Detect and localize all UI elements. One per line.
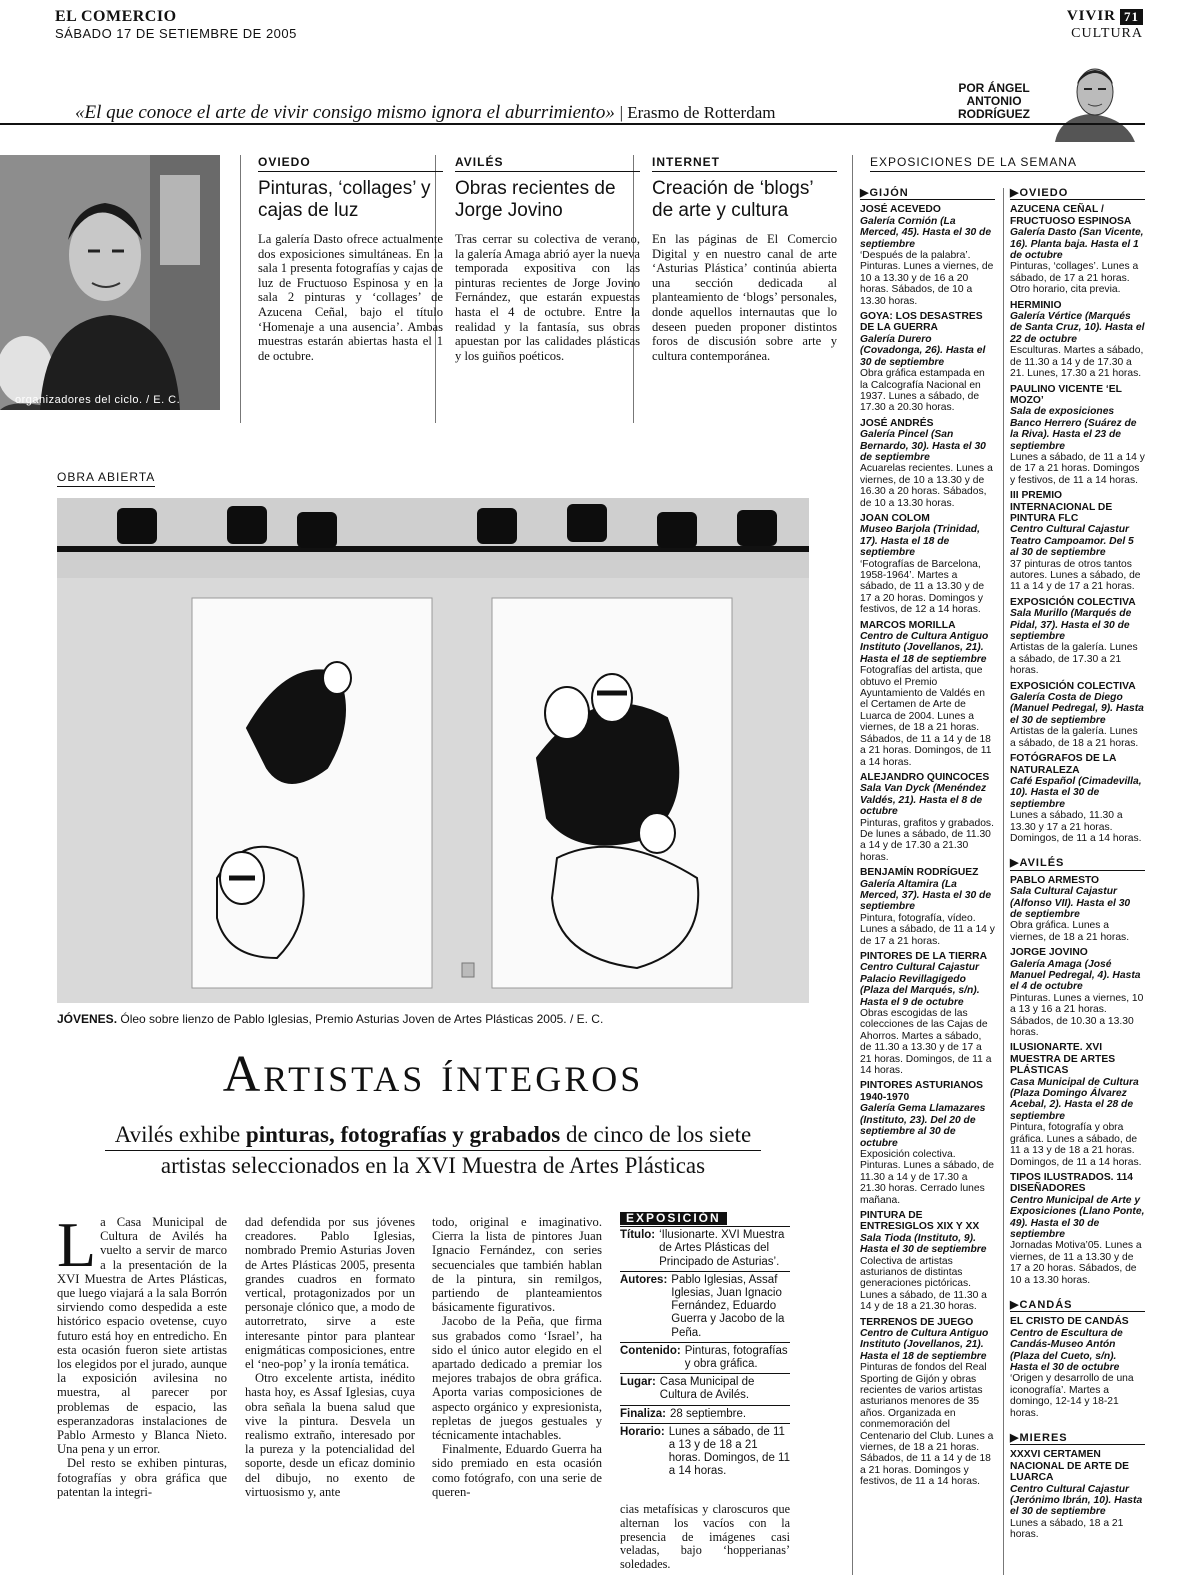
listing-name: GOYA: LOS DESASTRES DE LA GUERRA xyxy=(860,311,983,334)
exhibition-info-box xyxy=(620,1212,790,1481)
listing-entry xyxy=(1010,1316,1145,1419)
listing-venue: Centro de Cultura Antiguo Instituto (Jovellanos, 21). Hasta el 18 de septiembre xyxy=(860,631,989,665)
listing-name: JOSÉ ANDRÉS xyxy=(860,417,934,429)
listing-details: Pintura, fotografía y obra gráfica. Lunes a sábado, de 11 a 13 y de 18 a 21 horas. Domingos, de 11 a 14 horas. xyxy=(1010,1122,1142,1168)
listing-entry xyxy=(860,418,995,509)
listing-details: Exposición colectiva. Pinturas. Lunes a sábado, de 11.30 a 14 y de 17.30 a 21.30 horas. Cerrado lunes mañana. xyxy=(860,1148,994,1206)
brief-aviles xyxy=(455,155,640,363)
listing-details: Esculturas. Martes a sábado, de 11.30 a 14 y de 17.30 a 21. Lunes, 17.30 a 21 horas. xyxy=(1010,345,1144,380)
body-column-4 xyxy=(620,1503,790,1572)
organizers-photo xyxy=(0,155,220,410)
listing-venue: Galería Gema Llamazares (Instituto, 23). Del 20 de septiembre al 30 de octubre xyxy=(860,1103,986,1149)
listing-details: Acuarelas recientes. Lunes a viernes, de 10 a 13.30 y de 16.30 a 20 horas. Sábados, de 10 a 13.30 horas. xyxy=(860,463,993,509)
section-name: VIVIR xyxy=(1066,8,1116,24)
page-number: 71 xyxy=(1120,9,1143,25)
brief-text: La galería Dasto ofrece actualmente dos exposiciones simultáneas. En la sala 1 presenta fotografías y cajas de luz de Fructuoso Espinosa y en la sala 2 pinturas y ‘collages’ de Azucena Ceñal, bajo el título ‘Homenaje a una ausencia’. Ambas muestras estarán abiertas hasta el 1 de octubre. xyxy=(258,232,443,363)
listing-venue: Café Español (Cimadevilla, 10). Hasta el 30 de septiembre xyxy=(1010,775,1142,810)
listing-name: TERRENOS DE JUEGO xyxy=(860,1316,974,1328)
box-value: Pablo Iglesias, Assaf Iglesias, Juan Ignacio Fernández, Eduardo Guerra y Jacobo de la Peña. xyxy=(671,1273,785,1339)
paragraph: Finalmente, Eduardo Guerra ha sido premiado en esta ocasión como fotógrafo, con una serie de queren- xyxy=(432,1442,602,1499)
listing-details: Lunes a sábado, de 11 a 14 y de 17 a 21 horas. Domingos y festivos, de 11 a 14 horas. xyxy=(1010,451,1145,486)
listing-entry xyxy=(1010,1172,1145,1286)
listing-name: FOTÓGRAFOS DE LA NATURALEZA xyxy=(1010,753,1117,776)
paragraph: Del resto se exhiben pinturas, fotografías y obra gráfica que patentan la integri- xyxy=(57,1456,227,1499)
listing-name: III PREMIO INTERNACIONAL DE PINTURA FLC xyxy=(1010,490,1113,524)
listing-entry xyxy=(860,620,995,768)
listing-venue: Galería Dasto (San Vicente, 16). Planta baja. Hasta el 1 de octubre xyxy=(1010,227,1144,262)
box-item xyxy=(620,1423,790,1481)
box-key: Título: xyxy=(620,1229,656,1242)
box-value: 28 septiembre. xyxy=(670,1407,747,1420)
caption-lead: JÓVENES. xyxy=(57,1012,118,1026)
listing-venue: Galería Pincel (San Bernardo, 30). Hasta el 30 de septiembre xyxy=(860,429,986,463)
box-key: Autores: xyxy=(620,1273,668,1286)
listing-entry xyxy=(860,1210,995,1313)
paragraph: cias metafísicas y claroscuros que alternan los vacíos con la presencia de imágenes casi veladas, bajo ‘hopperianas’ soledades. xyxy=(620,1502,790,1572)
listing-details: ‘Origen y desarrollo de una iconografía’. Martes a domingo, 12-14 y 18-21 horas. xyxy=(1010,1373,1134,1419)
listing-entry xyxy=(1010,1449,1145,1540)
listing-entry xyxy=(1010,681,1145,749)
listing-entry xyxy=(1010,384,1145,487)
listing-details: Lunes a sábado, 18 a 21 horas. xyxy=(1010,1517,1124,1541)
brief-text: Tras cerrar su colectiva de verano, la galería Amaga abrió ayer la nueva temporada expositiva con las pinturas recientes de Jorge Jovino Fernández, que estarán expuestas hasta el 4 de octubre. Entre la realidad y la fantasía, sus obras apuestan por las calidades plásticas y los guiños poéticos. xyxy=(455,232,640,363)
listing-name: JOSÉ ACEVEDO xyxy=(860,204,941,216)
article-headline: Artistas íntegros xyxy=(222,1046,644,1103)
subhead-line-1 xyxy=(105,1120,761,1151)
box-item xyxy=(620,1271,790,1342)
listing-details: Pintura, fotografía, vídeo. Lunes a sábado, de 11 a 14 y de 17 a 21 horas. xyxy=(860,912,995,947)
paragraph: dad defendida por sus jóvenes creadores. Pablo Iglesias, nombrado Premio Asturias Joven de Artes Plásticas 2005, presenta grandes cuadros en formato vertical, protagonizados por un personaje clónico que, a modo de autorretrato, sirve a este interesante pintor para plantear enigmáticas composiciones, entre el ‘neo-pop’ y la ironía temática. xyxy=(245,1215,415,1372)
listing-venue: Centro Cultural Cajastur Teatro Campoamor. Del 5 al 30 de septiembre xyxy=(1010,524,1134,559)
listing-venue: Galería Costa de Diego (Manuel Pedregal, 9). Hasta el 30 de septiembre xyxy=(1010,692,1144,726)
artwork-photo xyxy=(57,498,809,1003)
listings-column-divider xyxy=(1003,188,1004,1575)
listing-name: PAULINO VICENTE ‘EL MOZO’ xyxy=(1010,383,1122,406)
listings-column-right xyxy=(1010,188,1145,1545)
listing-details: Obras escogidas de las colecciones de las Cajas de Ahorros. Martes a sábado, de 11.30 a 13.30 y de 17 a 21 horas. Domingos, de 11 a 14 horas. xyxy=(860,1008,992,1077)
listing-venue: Centro Cultural Cajastur Palacio Revillagigedo (Plaza del Marqués, s/n). Hasta el 9 de octubre xyxy=(860,962,980,1008)
brief-title: Pinturas, ‘collages’ y cajas de luz xyxy=(258,178,431,221)
listing-venue: Centro Cultural Cajastur (Jerónimo Ibrán, 10). Hasta el 30 de septiembre xyxy=(1010,1483,1143,1518)
listing-details: ‘Fotografías de Barcelona, 1958-1964’. Martes a sábado, de 11 a 13.30 y de 17 a 20 horas. Domingos y festivos, de 12 a 14 horas. xyxy=(860,558,985,616)
listing-details: Pinturas de fondos del Real Sporting de Gijón y obras recientes de varios artistas asturianos menores de 35 años. Organizada en conmemoración del Centenario del Club. Lunes a viernes, de 18 a 21 horas. Sábados, de 11 a 14 y de 18 a 21 horas. Domingos y festivos, de 11 a 14 horas. xyxy=(860,1362,994,1488)
photo-caption: organizadores del ciclo. / E. C. xyxy=(15,394,181,406)
listing-venue: Centro Municipal de Arte y Exposiciones (Llano Ponte, 49). Hasta el 30 de septiembre xyxy=(1010,1194,1145,1240)
section-label: OBRA ABIERTA xyxy=(57,470,155,487)
listings-divider xyxy=(852,155,853,1575)
listing-details: Artistas de la galería. Lunes a sábado, de 18 a 21 horas. xyxy=(1010,726,1139,749)
listing-venue: Sala Tioda (Instituto, 9). Hasta el 30 de septiembre xyxy=(860,1232,987,1256)
listing-name: XXXVI CERTAMEN NACIONAL DE ARTE DE LUARCA xyxy=(1010,1449,1129,1484)
listing-venue: Sala de exposiciones Banco Herrero (Suárez de la Riva). Hasta el 23 de septiembre xyxy=(1010,406,1137,452)
listing-details: Artistas de la galería. Lunes a sábado, de 17.30 a 21 horas. xyxy=(1010,642,1138,677)
listing-details: 37 pinturas de otros tantos autores. Lunes a sábado, de 11 a 14 y de 17 a 21 horas. xyxy=(1010,558,1141,593)
listing-name: PINTORES ASTURIANOS 1940-1970 xyxy=(860,1080,984,1103)
box-value: Casa Municipal de Cultura de Avilés. xyxy=(659,1376,755,1402)
paragraph: Jacobo de la Peña, que firma sus grabados como ‘Israel’, ha sido el único autor elegido en el apartado dedicado a premiar los mejores trabajos de obra gráfica. Aporta varias composiciones de aspecto orgánico y expresionista, repletas de juegos gestuales y técnicamente intachables. xyxy=(432,1314,602,1443)
listing-details: Pinturas, grafitos y grabados. De lunes a sábado, de 11.30 a 14 y de 17.30 a 21.30 horas. xyxy=(860,817,994,863)
body-column-1 xyxy=(57,1209,227,1499)
listings-column-gijon xyxy=(860,188,995,1492)
listing-name: PABLO ARMESTO xyxy=(1010,874,1100,886)
paragraph: a Casa Municipal de Cultura de Avilés ha vuelto a servir de marco a la presentación de la XVI Muestra de Artes Plásticas, que luego viajará a la sala Borrón sirviendo como despedida a este histórico espacio ovetense, cuyo futuro está hoy en entredicho. En esta ocasión fueron siete artistas los elegidos por el jurado, aunque la exposición avilesina no muestra, al parecer por problemas de espacio, las esperanzadoras instalaciones de Pablo Armesto y Blanca Nieto. Una pena y un error. xyxy=(57,1215,227,1457)
box-key: Lugar: xyxy=(620,1376,656,1389)
listing-name: ILUSIONARTE. XVI MUESTRA DE ARTES PLÁSTICAS xyxy=(1010,1042,1116,1077)
listing-details: Pinturas. Lunes a viernes, 10 a 13 y 16 a 21 horas. Sábados, de 10.30 a 13.30 horas. xyxy=(1010,992,1144,1039)
city-heading: ▶CANDÁS xyxy=(1010,1300,1145,1312)
listing-entry xyxy=(1010,753,1145,844)
listing-entry xyxy=(1010,204,1145,295)
listing-name: ALEJANDRO QUINCOCES xyxy=(860,771,990,783)
listing-entry xyxy=(1010,300,1145,380)
listing-entry xyxy=(860,772,995,863)
listing-name: AZUCENA CEÑAL / FRUCTUOSO ESPINOSA xyxy=(1010,204,1132,227)
paragraph: todo, original e imaginativo. Cierra la lista de pintores Juan Ignacio Fernández, con series secuenciales que también hablan de la pintura, sin remilgos, partiendo de planteamientos básicamente figurativos. xyxy=(432,1215,602,1315)
listing-details: Obra gráfica. Lunes a viernes, de 18 a 21 horas. xyxy=(1010,920,1130,943)
listing-venue: Sala Cultural Cajastur (Alfonso VII). Hasta el 30 de septiembre xyxy=(1010,886,1131,920)
box-item xyxy=(620,1226,790,1271)
listing-entry xyxy=(860,1080,995,1205)
listing-name: EXPOSICIÓN COLECTIVA xyxy=(1010,596,1136,608)
listing-details: Fotografías del artista, que obtuvo el Premio Ayuntamiento de Valdés en el Certamen de Arte de Luarca de 2004. Lunes a viernes, de 18 a 21 horas. Sábados, de 11 a 14 y de 18 a 21 horas. Domingos, de 11 a 14 horas. xyxy=(860,665,992,768)
box-key: Contenido: xyxy=(620,1344,681,1357)
listing-name: BENJAMÍN RODRÍGUEZ xyxy=(860,867,979,879)
listing-name: EL CRISTO DE CANDÁS xyxy=(1010,1316,1129,1328)
brief-label: OVIEDO xyxy=(258,155,443,172)
issue-date: SÁBADO 17 DE SETIEMBRE DE 2005 xyxy=(55,26,297,41)
subhead-line-2: artistas seleccionados en la XVI Muestra de Artes Plásticas xyxy=(160,1153,706,1178)
listing-entry xyxy=(860,204,995,307)
article-subheadline xyxy=(57,1120,809,1181)
listing-details: Lunes a sábado, 11.30 a 13.30 y 17 a 21 horas. Domingos, de 11 a 14 horas. xyxy=(1010,810,1142,844)
listing-venue: Casa Municipal de Cultura (Plaza Domingo Álvarez Acebal, 2). Hasta el 28 de septiembre xyxy=(1010,1076,1139,1122)
listing-venue: Galería Altamira (La Merced, 37). Hasta el 30 de septiembre xyxy=(860,878,992,913)
listing-venue: Sala Van Dyck (Menéndez Valdés, 21). Hasta el 8 de octubre xyxy=(860,783,987,818)
box-key: Finaliza: xyxy=(620,1407,667,1420)
subsection-name: CULTURA xyxy=(1071,26,1143,41)
listing-venue: Galería Vértice (Marqués de Santa Cruz, 10). Hasta el 22 de octubre xyxy=(1010,311,1145,345)
body-column-2 xyxy=(245,1215,415,1499)
caption-text: Óleo sobre lienzo de Pablo Iglesias, Premio Asturias Joven de Artes Plásticas 2005. / E. C. xyxy=(120,1012,604,1026)
author-portrait xyxy=(1040,62,1145,142)
listing-details: Colectiva de artistas asturianos de distintas generaciones pictóricas. Lunes a sábado, de 11.30 a 14 y de 18 a 21.30 horas. xyxy=(860,1255,987,1313)
listings-title: EXPOSICIONES DE LA SEMANA xyxy=(870,155,1145,172)
listing-venue: Galería Cornión (La Merced, 45). Hasta el 30 de septiembre xyxy=(860,215,992,250)
listing-name: PINTORES DE LA TIERRA xyxy=(860,951,988,962)
brief-text: En las páginas de El Comercio Digital y en nuestro canal de arte ‘Asturias Plástica’ continúa abierta una sección dedicada al planteamiento de ‘blogs’ personales, donde aquellos internautas que lo deseen pueden proponer distintos foros de discusión sobre arte y cultura contemporánea. xyxy=(652,232,837,363)
listing-entry xyxy=(860,513,995,616)
listing-entry xyxy=(1010,597,1145,677)
listing-venue: Centro de Cultura Antiguo Instituto (Jovellanos, 21). Hasta el 18 de septiembre xyxy=(860,1328,989,1362)
listing-details: Jornadas Motiva’05. Lunes a viernes, de 11 a 13.30 y de 17 a 20 horas. Sábados, de 10 a 13.30 horas. xyxy=(1010,1240,1142,1286)
listing-venue: Museo Barjola (Trinidad, 17). Hasta el 18 de septiembre xyxy=(860,524,980,559)
box-value: Pinturas, fotografías y obra gráfica. xyxy=(684,1344,788,1371)
brief-internet xyxy=(652,155,837,363)
box-key: Horario: xyxy=(620,1425,665,1438)
listing-venue: Centro de Escultura de Candás-Museo Antón (Plaza del Cueto, s/n). Hasta el 30 de octubre xyxy=(1010,1327,1123,1373)
paragraph: Otro excelente artista, inédito hasta hoy, es Assaf Iglesias, cuya obra señala la buena salud que vive la pintura. Desvela un realismo extraño, interesado por la pureza y la potencialidad del soporte, desde un eficaz dominio del dibujo, no exento de virtuosismo y, ante xyxy=(245,1371,415,1499)
drop-cap: L xyxy=(57,1209,97,1280)
header-rule xyxy=(0,123,1145,125)
listing-entry xyxy=(860,951,995,1076)
body-column-3 xyxy=(432,1215,602,1499)
listing-entry xyxy=(1010,875,1145,943)
box-value: ‘Ilusionarte. XVI Muestra de Artes Plásticas del Principado de Asturias’. xyxy=(659,1229,785,1268)
listing-name: EXPOSICIÓN COLECTIVA xyxy=(1010,680,1136,692)
listing-details: Pinturas, ‘collages’. Lunes a sábado, de 17 a 21 horas. Otro horario, cita previa. xyxy=(1010,261,1139,296)
listing-details: ‘Después de la palabra’. Pinturas. Lunes a viernes, de 10 a 13.30 y de 16 a 20 horas. Sábados, de 10 a 13.30 horas. xyxy=(860,250,994,307)
city-heading: ▶AVILÉS xyxy=(1010,858,1145,870)
box-item xyxy=(620,1342,790,1373)
subhead-part: Avilés exhibe xyxy=(114,1122,246,1147)
listing-entry xyxy=(860,1317,995,1488)
subhead-bold: pinturas, fotografías y grabados xyxy=(245,1122,561,1147)
quote-text: «El que conoce el arte de vivir consigo mismo ignora el aburrimiento» xyxy=(75,102,615,123)
box-item xyxy=(620,1405,790,1423)
brief-title: Creación de ‘blogs’ de arte y cultura xyxy=(652,178,813,221)
box-label: EXPOSICIÓN xyxy=(620,1212,727,1225)
listing-venue: Galería Amaga (José Manuel Pedregal, 4). Hasta el 4 de octubre xyxy=(1010,958,1141,993)
listing-name: JOAN COLOM xyxy=(860,512,930,524)
column-divider xyxy=(240,155,241,423)
listing-name: PINTURA DE ENTRESIGLOS XIX Y XX xyxy=(860,1209,980,1233)
quote-author: | Erasmo de Rotterdam xyxy=(619,103,776,122)
listing-name: MARCOS MORILLA xyxy=(860,619,956,631)
city-heading: ▶MIERES xyxy=(1010,1433,1145,1445)
listing-venue: Sala Murillo (Marqués de Pidal, 37). Hasta el 30 de septiembre xyxy=(1010,608,1132,643)
listing-entry xyxy=(1010,947,1145,1038)
box-value: Lunes a sábado, de 11 a 13 y de 18 a 21 horas. Domingos, de 11 a 14 horas. xyxy=(668,1425,790,1478)
listing-name: JORGE JOVINO xyxy=(1010,947,1088,959)
listing-details: Obra gráfica estampada en la Calcografía Nacional en 1937. Lunes a sábado, de 17.30 a 20.30 horas. xyxy=(860,368,985,414)
author-byline: POR ÁNGEL ANTONIO RODRÍGUEZ xyxy=(958,81,1030,121)
subhead-part: de cinco de los siete xyxy=(560,1122,752,1147)
listing-name: HERMINIO xyxy=(1010,299,1062,311)
listing-entry xyxy=(1010,490,1145,593)
city-heading: ▶OVIEDO xyxy=(1010,188,1145,200)
listing-entry xyxy=(860,311,995,414)
brief-label: INTERNET xyxy=(652,155,837,172)
brief-oviedo xyxy=(258,155,443,363)
newspaper-name: EL COMERCIO xyxy=(55,8,177,25)
brief-label: AVILÉS xyxy=(455,155,640,172)
brief-title: Obras recientes de Jorge Jovino xyxy=(455,178,616,221)
section-heading xyxy=(1067,8,1143,25)
listing-venue: Galería Durero (Covadonga, 26). Hasta el 30 de septiembre xyxy=(860,333,986,368)
artwork-caption xyxy=(57,1012,603,1026)
city-heading: ▶GIJÓN xyxy=(860,188,995,200)
listing-entry xyxy=(860,867,995,947)
header-quote xyxy=(75,102,775,124)
box-item xyxy=(620,1373,790,1404)
listing-name: TIPOS ILUSTRADOS. 114 DISEÑADORES xyxy=(1010,1171,1134,1195)
listing-entry xyxy=(1010,1042,1145,1167)
